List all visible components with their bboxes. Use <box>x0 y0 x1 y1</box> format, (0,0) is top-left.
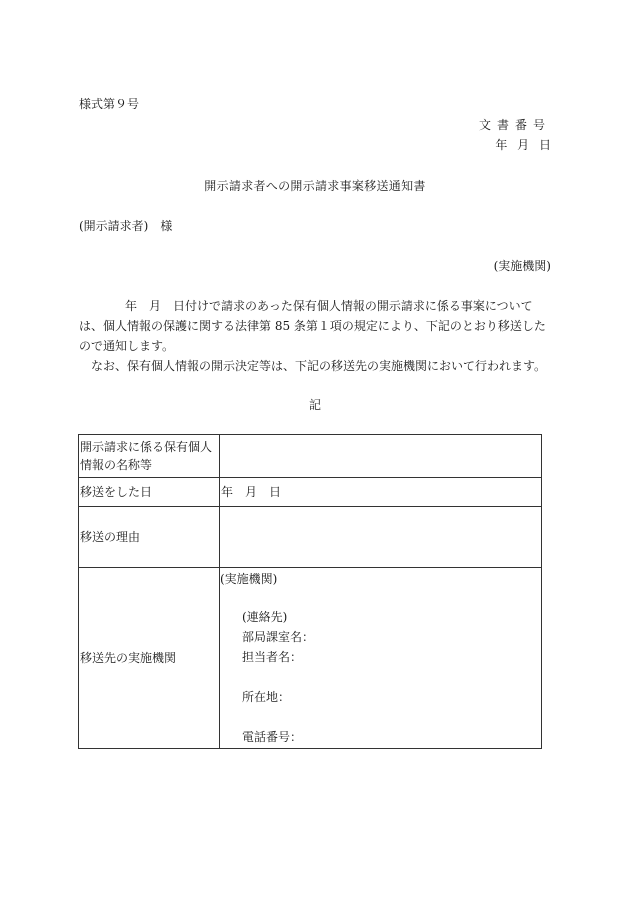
table-row <box>79 435 542 478</box>
table-row <box>79 478 542 507</box>
body-paragraph-2: なお、保有個人情報の開示決定等は、下記の移送先の実施機関において行われます。 <box>91 359 547 373</box>
destination-agency: (実施機関) <box>220 572 278 586</box>
table-row <box>79 507 542 568</box>
ki-label: 記 <box>308 398 321 412</box>
body-text <box>79 296 554 376</box>
department-field: 部局課室名： <box>242 630 315 644</box>
addressee: (開示請求者) 様 <box>79 219 173 233</box>
personal-info-name-value <box>220 435 542 478</box>
destination-agency-label: 移送先の実施機関 <box>79 568 220 749</box>
issuing-agency: (実施機関) <box>493 259 551 273</box>
form-number: 様式第９号 <box>79 97 140 111</box>
transfer-details-table <box>78 434 542 749</box>
phone-number-field: 電話番号： <box>242 730 303 744</box>
contact-heading: (連絡先) <box>242 610 288 624</box>
transfer-reason-label: 移送の理由 <box>79 507 220 568</box>
transfer-reason-value <box>220 507 542 568</box>
document-number: 文書番号 <box>478 118 551 132</box>
destination-agency-details <box>220 568 542 749</box>
address-field: 所在地： <box>242 690 291 704</box>
personal-info-name-label: 開示請求に係る保有個人情報の名称等 <box>79 435 220 478</box>
body-paragraph-1: 年 月 日付けで請求のあった保有個人情報の開示請求に係る事案については、個人情報の保護に関する法律第 85 条第１項の規定により、下記のとおり移送したので通知します。 <box>79 299 546 353</box>
document-title: 開示請求者への開示請求事案移送通知書 <box>204 179 426 193</box>
document-date: 年 月 日 <box>495 138 551 152</box>
person-in-charge-field: 担当者名： <box>242 650 303 664</box>
transfer-date-value: 年 月 日 <box>220 478 542 507</box>
transfer-date-label: 移送をした日 <box>79 478 220 507</box>
table-row <box>79 568 542 749</box>
